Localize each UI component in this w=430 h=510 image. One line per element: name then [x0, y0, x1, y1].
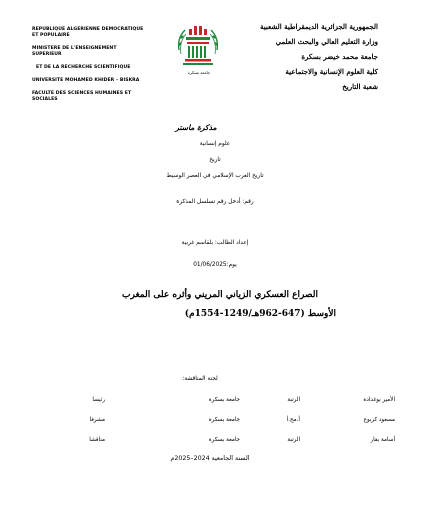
member-rank: أ.مح.أ — [286, 417, 300, 423]
member-role: مشرفا — [89, 417, 105, 423]
member-university: جامعة بسكرة — [208, 417, 240, 423]
committee-row — [0, 437, 430, 447]
header-left-line: FACULTE DES SCIENCES HUMAINES ET SOCIALES — [32, 90, 132, 102]
thesis-title-line1: الصراع العسكري الزياني المريني وأثره على المغرب — [122, 290, 318, 300]
header-right-line: كلية العلوم الإنسانية والاجتماعية — [285, 67, 378, 76]
member-name: الأمير بوغدادة — [363, 397, 395, 403]
memo-title: مذكرة ماستر — [175, 123, 217, 132]
branch-label: تاريخ — [209, 157, 221, 163]
header-right-line: شعبة التاريخ — [342, 82, 378, 91]
member-name: أسامة بقار — [370, 437, 395, 443]
committee-row — [0, 417, 430, 427]
serial-number: رقم: أدخل رقم تسلسل المذكرة — [176, 199, 254, 205]
header-left-line: REPUBLIQUE ALGERIENNE DEMOCRATIQUE ET POPULAIRE — [32, 27, 144, 39]
member-university: جامعة بسكرة — [208, 437, 240, 443]
member-name: مسعود كربوع — [363, 417, 395, 423]
header-left-line: ET DE LA RECHERCHE SCIENTIFIQUE — [36, 65, 131, 70]
defense-date: يوم:01/06/2025 — [193, 262, 237, 268]
member-university: جامعة بسكرة — [208, 397, 240, 403]
specialty-label: تاريخ الغرب الإسلامي في العصر الوسيط — [166, 173, 264, 179]
header-right-line: جامعة محمد خيضر بسكرة — [301, 52, 378, 61]
academic-year: السنة الجامعية 2024–2025م — [170, 455, 250, 462]
header-right-arabic — [238, 22, 378, 97]
university-seal-icon — [173, 20, 223, 76]
member-role: رئيسا — [92, 397, 105, 403]
thesis-title-line2: الأوسط (647-962هـ/1249-1554م) — [184, 309, 336, 319]
header-left-french — [32, 27, 144, 110]
member-rank: الرتبة — [287, 397, 300, 403]
header-right-line: الجمهورية الجزائرية الديمقراطية الشعبية — [259, 22, 378, 31]
header-left-line: UNIVERSITE MOHAMED KHIDER – BISKRA — [32, 77, 140, 83]
member-role: مناقشا — [89, 437, 105, 443]
committee-row — [0, 397, 430, 407]
header-left-line: MINISTERE DE L'ENSEIGNEMENT SUPERIEUR — [32, 46, 117, 58]
committee-label: لجنة المناقشة: — [182, 376, 218, 382]
logo-caption: جامعة بسكرة — [187, 70, 211, 75]
member-rank: الرتبة — [287, 437, 300, 443]
header-right-line: وزارة التعليم العالي والبحث العلمي — [275, 37, 378, 46]
field-label: علوم إنسانية — [199, 141, 231, 147]
student-name: إعداد الطالب: بلقاسم غربية — [181, 240, 249, 246]
